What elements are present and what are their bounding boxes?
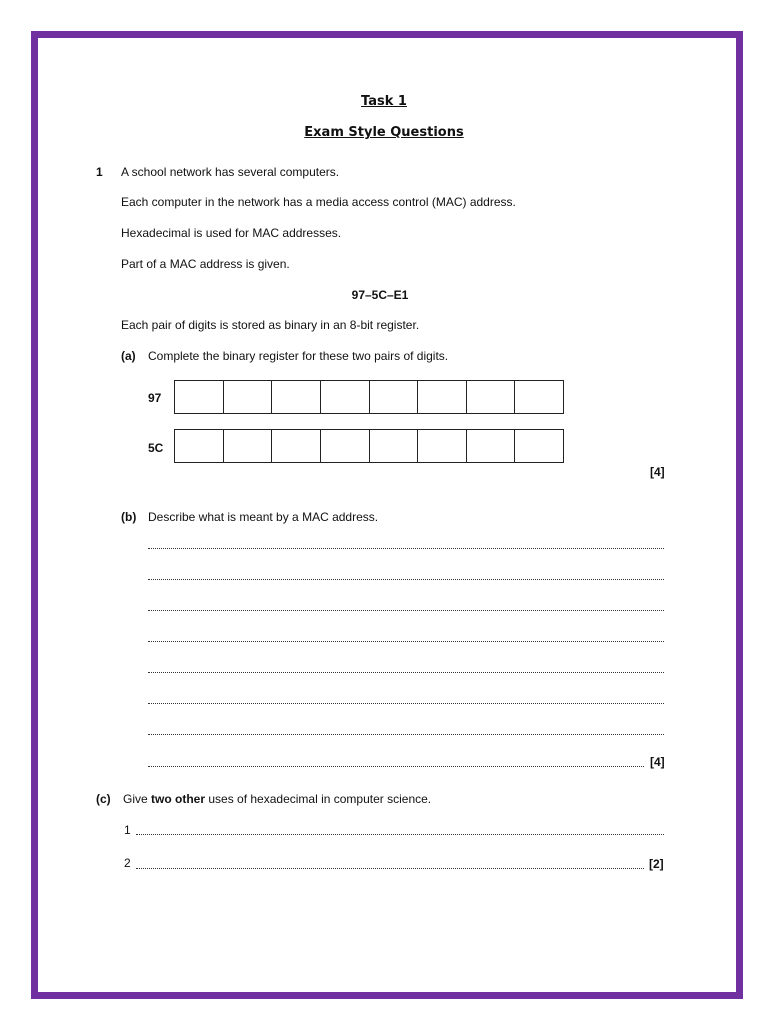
answer-line[interactable]	[148, 672, 664, 673]
part-c-prompt: Give two other uses of hexadecimal in computer science.	[123, 792, 432, 806]
bit-cell[interactable]	[418, 381, 467, 413]
bit-cell[interactable]	[467, 381, 516, 413]
part-c-marks: [2]	[649, 857, 664, 871]
part-b-marks: [4]	[650, 755, 665, 769]
answer-line[interactable]	[148, 610, 664, 611]
part-a-label: (a)	[121, 349, 136, 363]
bit-cell[interactable]	[272, 381, 321, 413]
answer-line[interactable]	[148, 641, 664, 642]
answer-number: 1	[124, 823, 131, 837]
question-line: Part of a MAC address is given.	[121, 257, 290, 271]
bit-cell[interactable]	[272, 430, 321, 462]
answer-line[interactable]	[136, 868, 644, 869]
emphasis: two other	[151, 792, 206, 806]
bit-cell[interactable]	[467, 430, 516, 462]
answer-number: 2	[124, 856, 131, 870]
answer-line[interactable]	[148, 766, 644, 767]
bit-cell[interactable]	[175, 381, 224, 413]
question-line: Hexadecimal is used for MAC addresses.	[121, 226, 342, 240]
part-a-prompt: Complete the binary register for these two pairs of digits.	[148, 349, 449, 363]
question-line: A school network has several computers.	[121, 165, 340, 179]
bit-cell[interactable]	[321, 430, 370, 462]
answer-line[interactable]	[148, 548, 664, 549]
bit-cell[interactable]	[515, 381, 563, 413]
register-label-97: 97	[148, 391, 162, 405]
part-b-label: (b)	[121, 510, 137, 524]
answer-line[interactable]	[148, 703, 664, 704]
register-97	[174, 380, 564, 414]
question-line: Each computer in the network has a media access control (MAC) address.	[121, 195, 516, 209]
task-heading: Task 1	[361, 94, 407, 109]
answer-line[interactable]	[148, 734, 664, 735]
part-c-label: (c)	[96, 792, 111, 806]
bit-cell[interactable]	[321, 381, 370, 413]
question-number: 1	[96, 165, 103, 179]
bit-cell[interactable]	[418, 430, 467, 462]
bit-cell[interactable]	[370, 381, 419, 413]
register-label-5c: 5C	[148, 441, 164, 455]
bit-cell[interactable]	[224, 381, 273, 413]
bit-cell[interactable]	[175, 430, 224, 462]
bit-cell[interactable]	[224, 430, 273, 462]
part-b-prompt: Describe what is meant by a MAC address.	[148, 510, 379, 524]
exam-style-heading: Exam Style Questions	[304, 125, 464, 140]
answer-line[interactable]	[148, 579, 664, 580]
bit-cell[interactable]	[515, 430, 563, 462]
mac-fragment: 97–5C–E1	[351, 288, 409, 302]
answer-line[interactable]	[136, 834, 664, 835]
register-5c	[174, 429, 564, 463]
bit-cell[interactable]	[370, 430, 419, 462]
register-intro: Each pair of digits is stored as binary in an 8-bit register.	[121, 318, 420, 332]
part-a-marks: [4]	[650, 465, 665, 479]
